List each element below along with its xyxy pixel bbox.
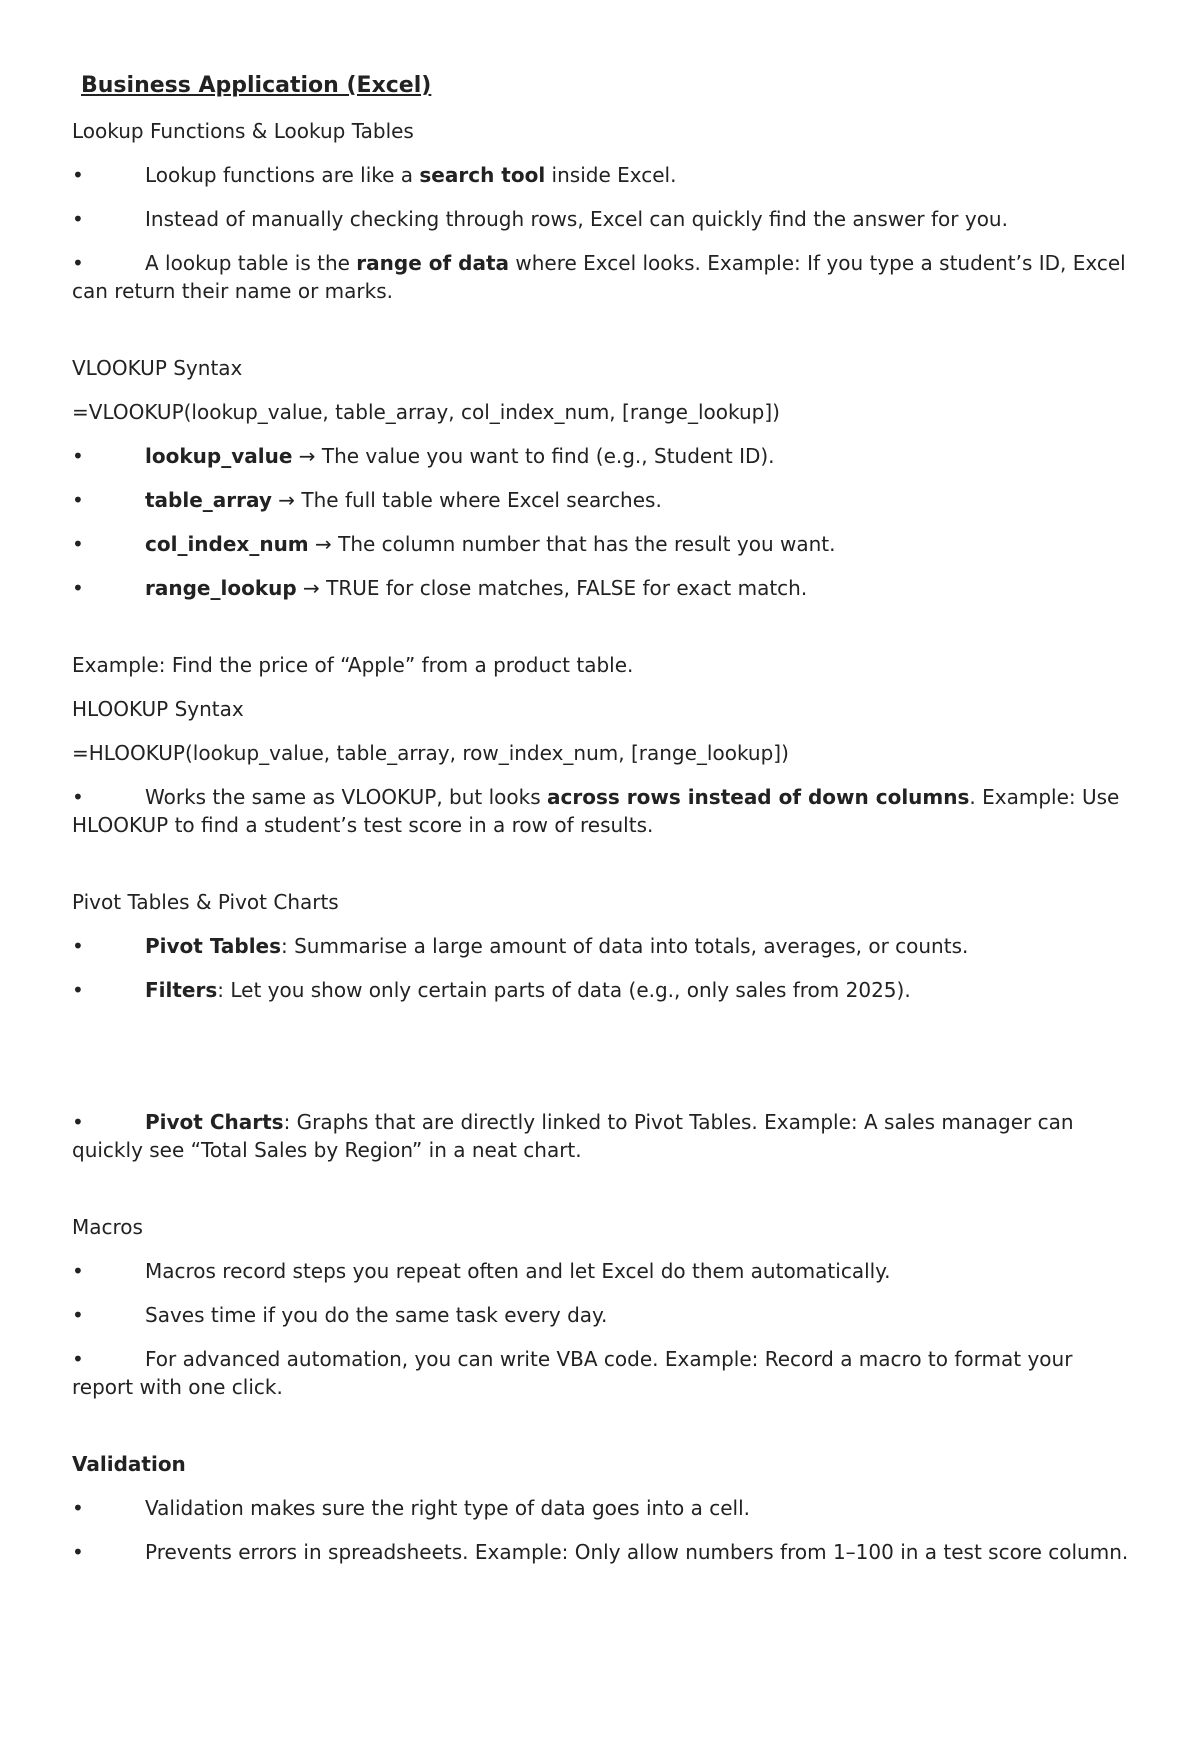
vlookup-arg-col-index-num <box>72 530 1132 558</box>
bullet-text: Instead of manually checking through rows, Excel can quickly find the answer for you. <box>145 207 1008 231</box>
bullet-text: : Summarise a large amount of data into totals, averages, or counts. <box>281 934 969 958</box>
bullet-text: . Example: Use HLOOKUP to find a student’s test score in a row of results. <box>72 785 1120 837</box>
vlookup-arg-lookup-value <box>72 442 1132 470</box>
pivot-heading: Pivot Tables & Pivot Charts <box>72 890 339 914</box>
bullet-bold-text: range of data <box>356 251 510 275</box>
arg-desc: → The full table where Excel searches. <box>271 488 662 512</box>
vlookup-arg-table-array <box>72 486 1132 514</box>
bullet-text: where Excel looks. Example: If you type a student’s ID, Excel can return their name or marks. <box>72 251 1126 303</box>
bullet-bold-text: Filters <box>145 978 218 1002</box>
bullet-marker: • <box>72 251 84 275</box>
pivot-bullet-charts <box>72 1108 1132 1164</box>
arg-name: table_array <box>145 488 272 512</box>
bullet-text: inside Excel. <box>545 163 677 187</box>
bullet-marker: • <box>72 1110 84 1134</box>
arg-name: lookup_value <box>145 444 293 468</box>
bullet-marker: • <box>72 207 84 231</box>
bullet-marker: • <box>72 1259 84 1283</box>
bullet-bold-text: across rows instead of down columns <box>547 785 970 809</box>
bullet-marker: • <box>72 163 84 187</box>
arg-desc: → The value you want to find (e.g., Student ID). <box>292 444 775 468</box>
bullet-text: For advanced automation, you can write VBA code. Example: Record a macro to format your report with one click. <box>72 1347 1073 1399</box>
bullet-marker: • <box>72 532 84 556</box>
document-title: Business Application (Excel) <box>81 73 432 98</box>
spacer <box>72 1020 1132 1108</box>
validation-bullet-2 <box>72 1538 1132 1566</box>
spacer <box>72 321 1132 354</box>
spacer <box>72 855 1132 888</box>
spacer <box>72 1417 1132 1450</box>
validation-bullet-1 <box>72 1494 1132 1522</box>
lookup-heading: Lookup Functions & Lookup Tables <box>72 119 414 143</box>
bullet-marker: • <box>72 444 84 468</box>
bullet-marker: • <box>72 576 84 600</box>
bullet-text: Lookup functions are like a <box>145 163 420 187</box>
lookup-bullet-3 <box>72 249 1132 305</box>
bullet-marker: • <box>72 488 84 512</box>
bullet-bold-text: search tool <box>419 163 546 187</box>
arg-desc: → TRUE for close matches, FALSE for exact match. <box>296 576 808 600</box>
lookup-bullet-2 <box>72 205 1132 233</box>
validation-heading: Validation <box>72 1452 186 1476</box>
bullet-text: : Graphs that are directly linked to Pivot Tables. Example: A sales manager can quickly see “Total Sales by Region” in a neat chart. <box>72 1110 1074 1162</box>
bullet-bold-text: Pivot Charts <box>145 1110 284 1134</box>
hlookup-formula: =HLOOKUP(lookup_value, table_array, row_index_num, [range_lookup]) <box>72 741 789 765</box>
macros-bullet-1 <box>72 1257 1132 1285</box>
document-page <box>72 72 1132 1582</box>
lookup-bullet-1 <box>72 161 1132 189</box>
spacer <box>72 618 1132 651</box>
arg-name: range_lookup <box>145 576 297 600</box>
bullet-bold-text: Pivot Tables <box>145 934 282 958</box>
vlookup-formula: =VLOOKUP(lookup_value, table_array, col_index_num, [range_lookup]) <box>72 400 780 424</box>
bullet-marker: • <box>72 1303 84 1327</box>
pivot-bullet-filters <box>72 976 1132 1004</box>
bullet-marker: • <box>72 1347 84 1371</box>
spacer <box>72 1180 1132 1213</box>
arg-desc: → The column number that has the result you want. <box>308 532 836 556</box>
hlookup-heading: HLOOKUP Syntax <box>72 697 244 721</box>
bullet-marker: • <box>72 1540 84 1564</box>
bullet-marker: • <box>72 978 84 1002</box>
vlookup-heading: VLOOKUP Syntax <box>72 356 243 380</box>
macros-bullet-3 <box>72 1345 1132 1401</box>
bullet-text: Macros record steps you repeat often and let Excel do them automatically. <box>145 1259 891 1283</box>
vlookup-example: Example: Find the price of “Apple” from a product table. <box>72 653 634 677</box>
hlookup-bullet-1 <box>72 783 1132 839</box>
macros-bullet-2 <box>72 1301 1132 1329</box>
macros-heading: Macros <box>72 1215 143 1239</box>
bullet-text: : Let you show only certain parts of data (e.g., only sales from 2025). <box>217 978 911 1002</box>
bullet-text: Works the same as VLOOKUP, but looks <box>145 785 548 809</box>
arg-name: col_index_num <box>145 532 309 556</box>
bullet-text: Saves time if you do the same task every day. <box>145 1303 608 1327</box>
bullet-marker: • <box>72 1496 84 1520</box>
bullet-marker: • <box>72 785 84 809</box>
bullet-marker: • <box>72 934 84 958</box>
bullet-text: A lookup table is the <box>145 251 357 275</box>
bullet-text: Validation makes sure the right type of data goes into a cell. <box>145 1496 751 1520</box>
pivot-bullet-tables <box>72 932 1132 960</box>
vlookup-arg-range-lookup <box>72 574 1132 602</box>
bullet-text: Prevents errors in spreadsheets. Example: Only allow numbers from 1–100 in a test score column. <box>145 1540 1129 1564</box>
